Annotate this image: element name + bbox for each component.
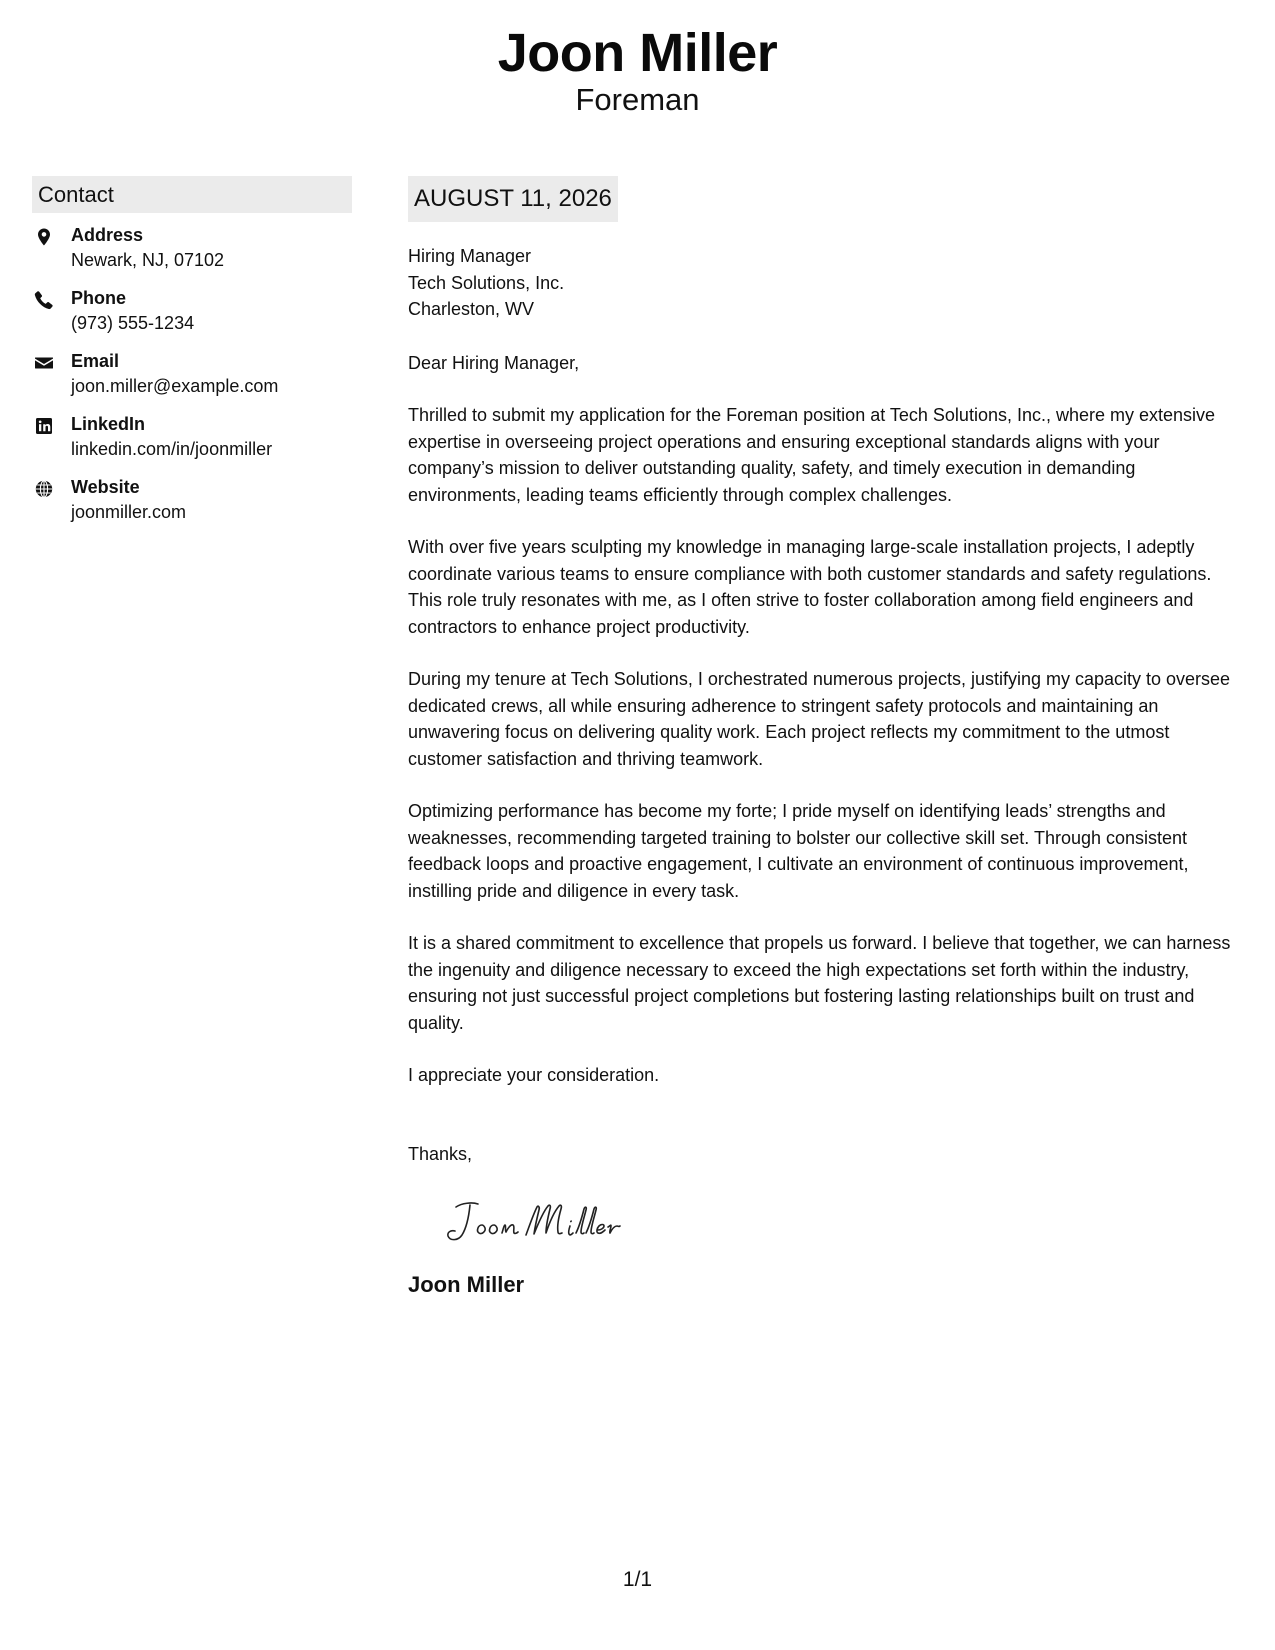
contact-value-email: joon.miller@example.com (71, 376, 279, 396)
phone-icon (34, 290, 54, 310)
page-number: 1/1 (622, 1568, 653, 1591)
handwritten-signature (442, 1195, 642, 1249)
linkedin-icon (34, 416, 54, 436)
contact-item-email (32, 349, 352, 412)
letter-body (408, 176, 1246, 1299)
letter-paragraph: Optimizing performance has become my forte; I pride myself on identifying leads’ strengths and weaknesses, recommending targeted training to bolster our collective skill set. Through consistent feedback loops and proactive engagement, I cultivate an environment of continuous improvement, instilling pride and diligence in every task. (408, 801, 1189, 901)
contact-heading: Contact (32, 176, 352, 213)
contact-label-address: Address (71, 225, 144, 245)
contact-value-address: Newark, NJ, 07102 (71, 250, 225, 270)
document-header (0, 22, 1275, 118)
contact-item-website (32, 475, 352, 538)
contact-label-phone: Phone (71, 288, 127, 308)
recipient-location: Charleston, WV (408, 299, 535, 319)
contact-sidebar (32, 176, 352, 538)
contact-value-website: joonmiller.com (71, 502, 187, 522)
contact-list (32, 223, 352, 538)
contact-item-linkedin (32, 412, 352, 475)
letter-paragraph: With over five years sculpting my knowledge in managing large-scale installation projects, I adeptly coordinate various teams to ensure compliance with both customer standards and safety regulations. This role truly resonates with me, as I often strive to foster collaboration among field engineers and contractors to enhance project productivity. (408, 537, 1212, 637)
location-pin-icon (34, 227, 54, 247)
salutation: Dear Hiring Manager, (408, 352, 580, 373)
job-title: Foreman (575, 82, 700, 117)
letter-paragraph: I appreciate your consideration. (408, 1065, 660, 1085)
recipient-name: Hiring Manager (408, 246, 532, 266)
signer-name: Joon Miller (408, 1272, 525, 1297)
recipient-company: Tech Solutions, Inc. (408, 272, 565, 293)
contact-value-linkedin: linkedin.com/in/joonmiller (71, 439, 273, 459)
contact-item-phone (32, 286, 352, 349)
applicant-name: Joon Miller (497, 23, 778, 83)
contact-item-address (32, 223, 352, 286)
letter-paragraph: It is a shared commitment to excellence that propels us forward. I believe that together, we can harness the ingenuity and diligence necessary to exceed the high expectations set forth within the industry, ensuring not just successful project completions but fostering lasting relationships built on trust and quality. (408, 933, 1231, 1033)
contact-label-linkedin: LinkedIn (71, 414, 146, 434)
contact-label-email: Email (71, 351, 120, 371)
contact-label-website: Website (71, 477, 140, 497)
contact-value-phone: (973) 555-1234 (71, 313, 195, 333)
letter-paragraph: Thrilled to submit my application for the Foreman position at Tech Solutions, Inc., where my extensive expertise in overseeing project operations and ensuring exceptional standards aligns with your company’s mission to deliver outstanding quality, safety, and timely execution in demanding environments, leading teams efficiently through complex challenges. (408, 405, 1216, 505)
recipient-block (408, 243, 1246, 323)
letter-paragraph: During my tenure at Tech Solutions, I orchestrated numerous projects, justifying my capacity to oversee dedicated crews, all while ensuring adherence to stringent safety protocols and maintaining an unwavering focus on delivering quality work. Each project reflects my commitment to the utmost customer satisfaction and thriving teamwork. (408, 669, 1231, 769)
closing: Thanks, (408, 1143, 473, 1164)
envelope-icon (34, 353, 54, 373)
globe-icon (34, 479, 54, 499)
letter-date: AUGUST 11, 2026 (408, 176, 618, 222)
